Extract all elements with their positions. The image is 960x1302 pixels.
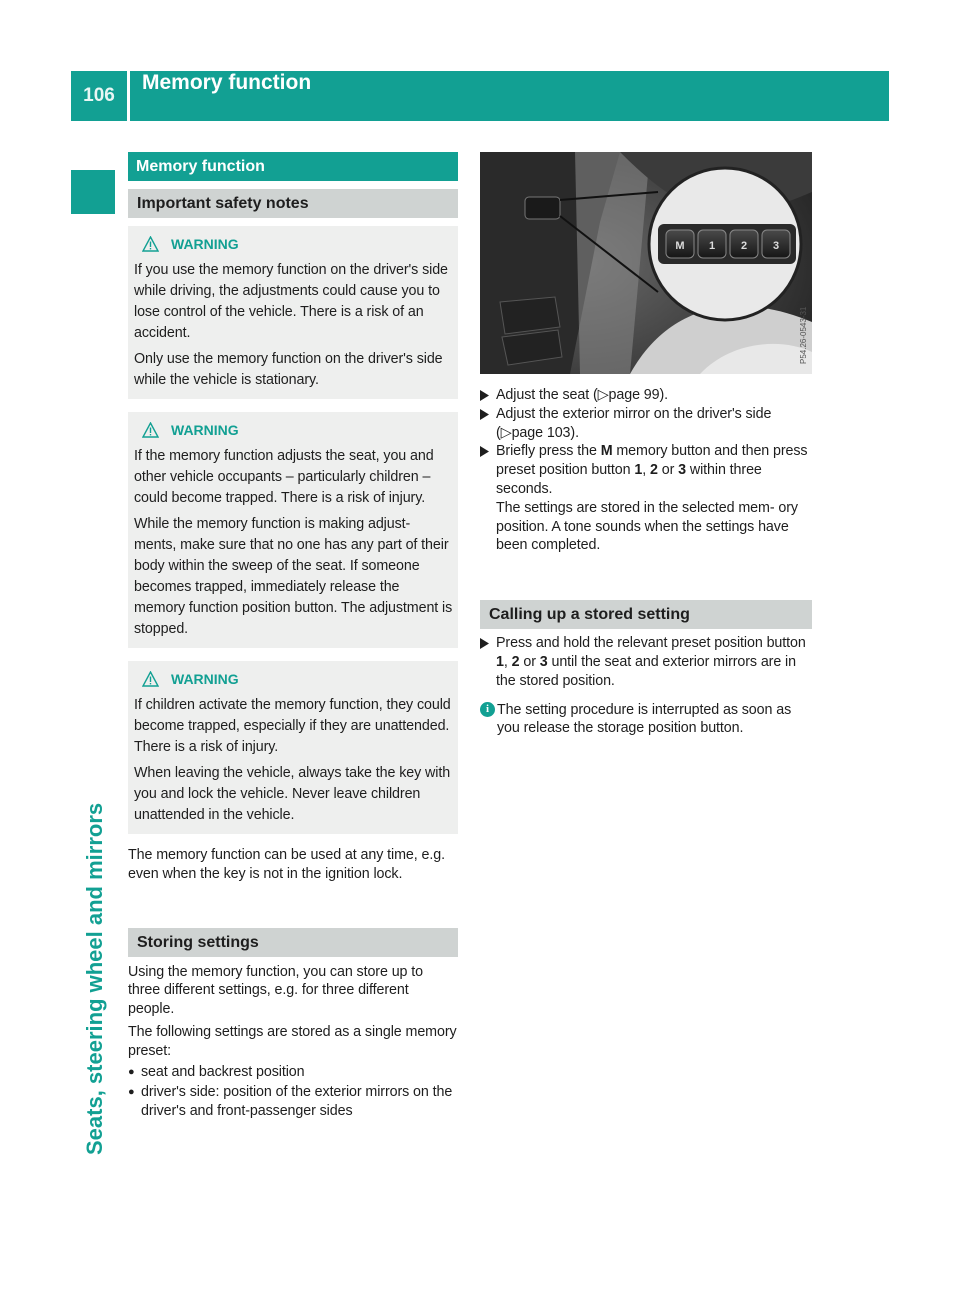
subsection-title-safety: Important safety notes bbox=[128, 189, 458, 218]
list-item-text: seat and backrest position bbox=[141, 1063, 305, 1080]
page-number: 106 bbox=[83, 85, 115, 106]
warning-text: If the memory function adjusts the seat, you and other vehicle occupants – particularly children – could become trapped. There is a risk of injury. bbox=[134, 448, 434, 506]
warning-box-2 bbox=[128, 412, 458, 648]
warning-text: If you use the memory function on the driver's side while driving, the adjustments could cause you to lose control of the vehicle. There is a risk of an accident. bbox=[134, 262, 448, 341]
warning-label: WARNING bbox=[171, 671, 239, 687]
instruction-step bbox=[480, 442, 812, 555]
instruction-step bbox=[480, 405, 812, 443]
header-divider bbox=[127, 71, 130, 121]
bullet-icon: ● bbox=[128, 1086, 135, 1099]
section-title: Memory function bbox=[128, 152, 458, 181]
preset-1-label: 1 bbox=[708, 240, 716, 252]
step-arrow-icon bbox=[480, 405, 496, 443]
warning-box-1 bbox=[128, 226, 458, 399]
step-text: Press and hold the relevant preset position button 1, 2 or 3 until the seat and exterior mirrors are in the stored position. bbox=[496, 635, 806, 689]
warning-box-3 bbox=[128, 661, 458, 834]
preset-2-label: 2 bbox=[740, 240, 748, 252]
step-arrow-icon bbox=[480, 442, 496, 555]
body-paragraph: Using the memory function, you can store up to three different settings, e.g. for three different people. bbox=[128, 963, 423, 1018]
list-item bbox=[128, 1083, 458, 1121]
body-paragraph: The memory function can be used at any time, e.g. even when the key is not in the ignition lock. bbox=[128, 847, 445, 882]
body-paragraph: The following settings are stored as a single memory preset: bbox=[128, 1023, 457, 1059]
warning-triangle-icon bbox=[142, 236, 159, 252]
info-note bbox=[480, 701, 812, 739]
page-ref-icon: ▷ bbox=[500, 424, 512, 441]
warning-text: When leaving the vehicle, always take the key with you and lock the vehicle. Never leave children unattended in the vehicle. bbox=[134, 765, 451, 823]
door-panel-illustration bbox=[480, 152, 812, 374]
info-icon: i bbox=[480, 701, 497, 739]
image-code: P54.26-0543-31 bbox=[799, 306, 808, 364]
right-column bbox=[480, 152, 812, 738]
memory-m-label: M bbox=[675, 240, 685, 252]
instruction-step bbox=[480, 634, 812, 690]
memory-buttons-photo bbox=[480, 152, 812, 374]
page-ref-icon: ▷ bbox=[597, 387, 609, 403]
subsection-title-storing: Storing settings bbox=[128, 928, 458, 957]
warning-triangle-icon bbox=[142, 422, 159, 438]
list-item-text: driver's side: position of the exterior mirrors on the driver's and front-passenger sides bbox=[141, 1084, 453, 1120]
warning-label: WARNING bbox=[171, 236, 239, 252]
warning-heading bbox=[134, 234, 453, 254]
warning-heading bbox=[134, 669, 453, 689]
info-text: The setting procedure is interrupted as soon as you release the storage position button. bbox=[497, 701, 792, 737]
page-title: Memory function bbox=[142, 71, 312, 94]
step-arrow-icon bbox=[480, 386, 496, 405]
list-item bbox=[128, 1063, 458, 1082]
chapter-title: Seats, steering wheel and mirrors bbox=[82, 802, 107, 1155]
step-result-text: The settings are stored in the selected mem- ory position. A tone sounds when the settings have been completed. bbox=[496, 499, 798, 554]
instruction-step bbox=[480, 386, 812, 405]
left-column bbox=[128, 152, 458, 1121]
subsection-title-calling: Calling up a stored setting bbox=[480, 600, 812, 629]
warning-text: If children activate the memory function, they could become trapped, especially if they are unattended. There is a risk of injury. bbox=[134, 697, 451, 755]
step-text: Briefly press the M memory button and then press preset position button 1, 2 or 3 within three seconds. The settings are stored in the selected mem- ory position. A tone sounds when the settings have been completed. bbox=[496, 443, 808, 554]
preset-3-label: 3 bbox=[772, 240, 780, 252]
warning-text: While the memory function is making adjust- ments, make sure that no one has any part of their body within the sweep of the seat. If someone becomes trapped, immediately release the memory function position button. The adjustment is stopped. bbox=[134, 516, 453, 637]
step-text: Adjust the exterior mirror on the driver's side (▷page 103). bbox=[496, 405, 772, 441]
warning-label: WARNING bbox=[171, 422, 239, 438]
warning-heading bbox=[134, 420, 453, 440]
step-arrow-icon bbox=[480, 634, 496, 690]
warning-text: Only use the memory function on the driver's side while the vehicle is stationary. bbox=[134, 351, 443, 388]
chapter-tab-marker bbox=[71, 170, 115, 214]
bullet-icon: ● bbox=[128, 1065, 135, 1078]
step-text: Adjust the seat (▷page 99). bbox=[496, 387, 669, 403]
warning-triangle-icon bbox=[142, 671, 159, 687]
